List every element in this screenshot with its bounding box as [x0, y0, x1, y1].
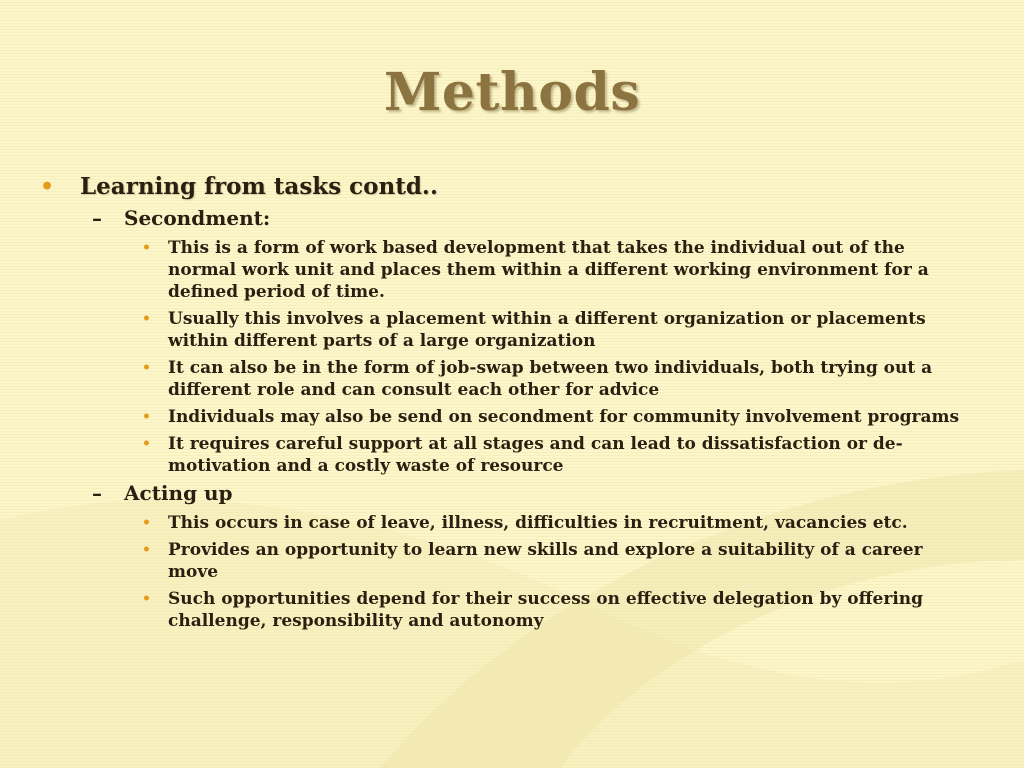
slide-title: Methods: [383, 62, 641, 123]
list-item: [40, 512, 978, 534]
slide-content: [40, 172, 960, 632]
bullet-dot-icon: •: [142, 591, 151, 607]
section-heading-secondment: [40, 204, 960, 232]
dash-icon: –: [92, 206, 102, 230]
bullet-dot-icon: •: [142, 311, 151, 327]
list-item-text: Provides an opportunity to learn new skills and explore a suitability of a career move: [168, 540, 923, 582]
list-item: [40, 588, 978, 632]
bullet-dot-icon: •: [142, 240, 151, 256]
bullet-dot-icon: •: [142, 436, 151, 452]
level1-text: Learning from tasks contd..: [80, 173, 438, 200]
list-item-text: This is a form of work based development that takes the individual out of the normal work unit and places them within a different working environment for a defined period of time.: [168, 238, 929, 302]
list-item-text: This occurs in case of leave, illness, difficulties in recruitment, vacancies etc.: [168, 513, 908, 533]
list-item-text: Usually this involves a placement within a different organization or placements within different parts of a large organization: [168, 309, 926, 351]
list-item: [40, 237, 978, 303]
section-heading-text: Secondment:: [124, 206, 271, 230]
list-item: [40, 308, 978, 352]
list-item: [40, 406, 978, 428]
list-item: [40, 539, 978, 583]
section-heading-text: Acting up: [124, 481, 233, 505]
list-item-text: It requires careful support at all stages and can lead to dissatisfaction or de-motivation and a costly waste of resource: [168, 434, 903, 476]
level1-item: [40, 172, 960, 202]
list-item: [40, 433, 978, 477]
bullet-dot-icon: •: [142, 515, 151, 531]
bullet-dot-icon: •: [142, 542, 151, 558]
section-heading-acting-up: [40, 479, 960, 507]
bullet-dot-icon: •: [40, 174, 55, 200]
list-item-text: Such opportunities depend for their success on effective delegation by offering challenge, responsibility and autonomy: [168, 589, 924, 631]
list-item: [40, 357, 978, 401]
list-item-text: Individuals may also be send on secondment for community involvement programs: [168, 407, 960, 427]
dash-icon: –: [92, 481, 102, 505]
list-item-text: It can also be in the form of job-swap between two individuals, both trying out a different role and can consult each other for advice: [168, 358, 933, 400]
bullet-dot-icon: •: [142, 409, 151, 425]
bullet-dot-icon: •: [142, 360, 151, 376]
